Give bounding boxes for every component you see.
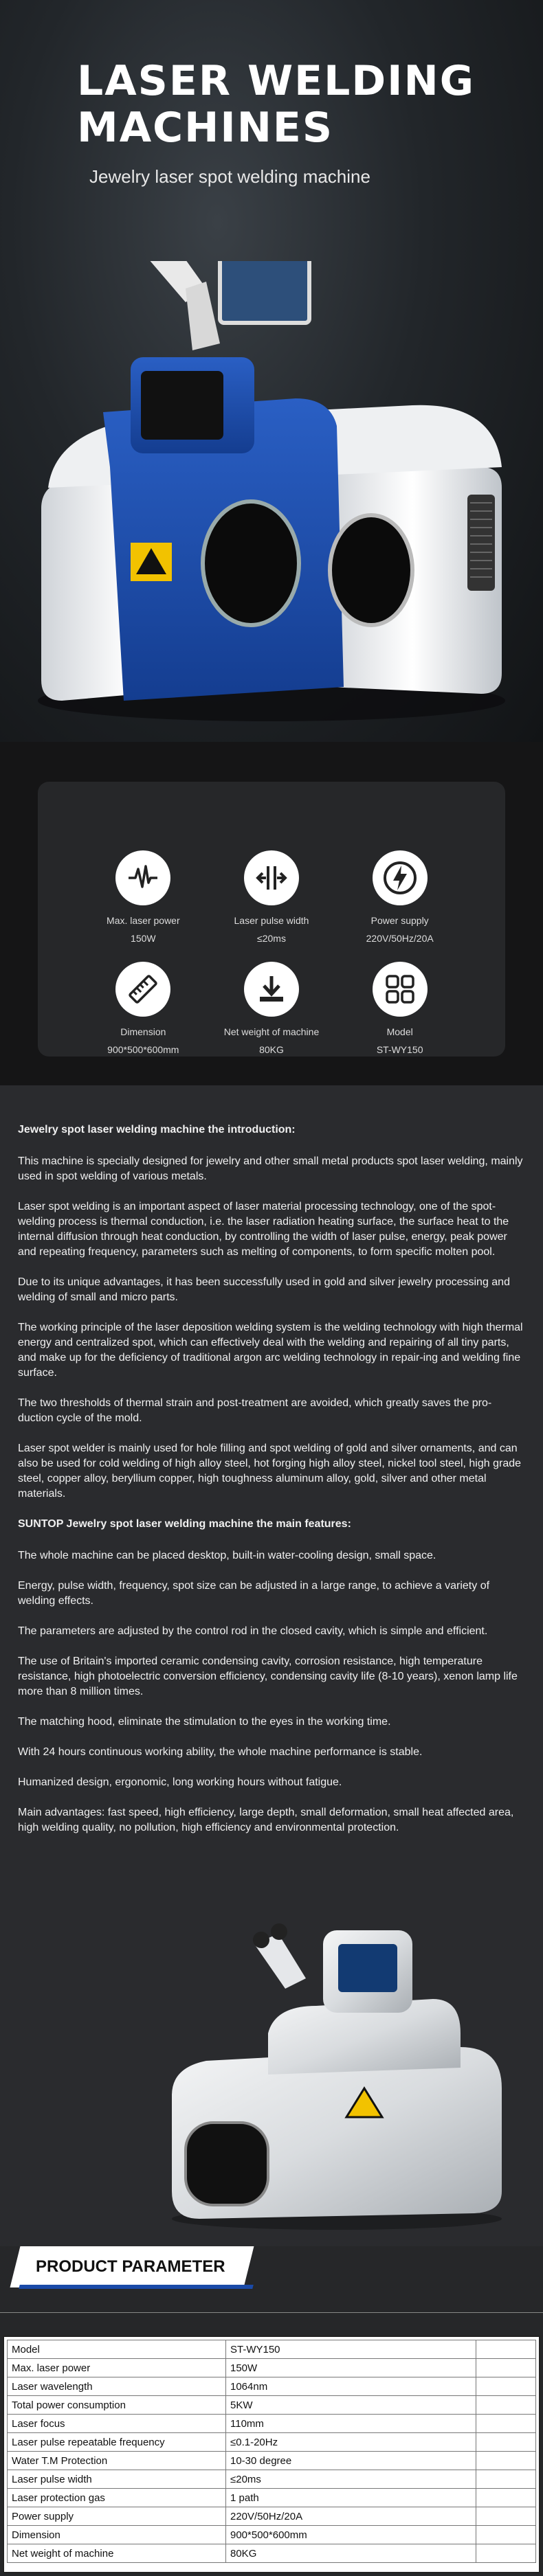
spec-label: Net weight of machine	[223, 1026, 320, 1037]
pulse-width-icon	[244, 850, 299, 905]
spec-label: Model	[386, 1026, 413, 1037]
param-value: 1 path	[226, 2489, 476, 2507]
power-supply-icon	[373, 850, 428, 905]
feature-paragraph: With 24 hours continuous working ability, the whole machine performance is stable.	[18, 1746, 423, 1758]
param-empty-cell	[476, 2377, 536, 2396]
param-value: 1064nm	[226, 2377, 476, 2396]
param-value: 10-30 degree	[226, 2452, 476, 2470]
hero-subtitle: Jewelry laser spot welding machine	[89, 166, 370, 187]
hero-title-line2: MACHINES	[77, 104, 334, 152]
feature-paragraph: The whole machine can be placed desktop, built-in water-cooling design, small space.	[18, 1550, 436, 1561]
param-key: Laser protection gas	[8, 2489, 226, 2507]
intro-paragraph: The working principle of the laser deposition welding system is the welding technology with high thermal energy and centralized spot, which can effectively deal with the welding and repairing of all tiny parts, and make up for the deficiency of traditional argon arc welding technology in repair-ing and welding fine surface.	[18, 1322, 523, 1379]
param-key: Laser wavelength	[8, 2377, 226, 2396]
intro-paragraph: The two thresholds of thermal strain and post-treatment are avoided, which greatly saves the pro-duction cycle of the mold.	[18, 1397, 492, 1424]
spec-value: ≤20ms	[257, 933, 286, 944]
param-value: ≤0.1-20Hz	[226, 2433, 476, 2452]
spec-label: Dimension	[120, 1026, 166, 1037]
feature-paragraph: Humanized design, ergonomic, long working hours without fatigue.	[18, 1776, 342, 1788]
param-empty-cell	[476, 2359, 536, 2377]
param-key: Laser pulse width	[8, 2470, 226, 2489]
grid-model-icon	[373, 962, 428, 1017]
ruler-icon	[115, 962, 170, 1017]
param-empty-cell	[476, 2526, 536, 2544]
param-key: Max. laser power	[8, 2359, 226, 2377]
intro-paragraph: This machine is specially designed for jewelry and other small metal products spot laser welding, mainly used in spot welding of various metals.	[18, 1155, 523, 1182]
param-value: ≤20ms	[226, 2470, 476, 2489]
table-row	[8, 2359, 536, 2377]
spec-item-power-supply	[335, 850, 464, 945]
feature-paragraph: The use of Britain's imported ceramic condensing cavity, corrosion resistance, high temperature resistance, high photoelectric conversion efficiency, condensing cavity life (8-10 years), xenon lamp life more than 8 million times.	[18, 1656, 518, 1697]
laser-welder-image	[0, 261, 543, 742]
feature-paragraph: Energy, pulse width, frequency, spot size can be adjusted in a large range, to achieve a variety of welding effects.	[18, 1580, 490, 1607]
divider	[0, 2312, 543, 2313]
spec-item-dimension	[79, 962, 208, 1057]
table-row	[8, 2377, 536, 2396]
param-value: 5KW	[226, 2396, 476, 2415]
table-row	[8, 2452, 536, 2470]
spec-item-pulse-width	[208, 850, 336, 945]
hero-banner	[0, 0, 543, 742]
table-row	[8, 2470, 536, 2489]
param-empty-cell	[476, 2507, 536, 2526]
spec-section	[0, 742, 543, 1085]
spec-value: 80KG	[259, 1044, 284, 1055]
spec-value: 900*500*600mm	[107, 1044, 179, 1055]
table-row	[8, 2507, 536, 2526]
parameter-header-accent	[19, 2285, 253, 2289]
feature-paragraph: Main advantages: fast speed, high efficiency, large depth, small deformation, small heat affected area, high welding quality, no pollution, high efficiency and environmental protection.	[18, 1807, 514, 1833]
param-empty-cell	[476, 2415, 536, 2433]
param-value: 110mm	[226, 2415, 476, 2433]
spec-item-net-weight	[208, 962, 336, 1057]
spec-item-laser-power	[79, 850, 208, 945]
param-key: Water T.M Protection	[8, 2452, 226, 2470]
param-value: 150W	[226, 2359, 476, 2377]
param-empty-cell	[476, 2452, 536, 2470]
spec-value: 150W	[131, 933, 156, 944]
param-empty-cell	[476, 2544, 536, 2563]
param-key: Total power consumption	[8, 2396, 226, 2415]
param-key: Power supply	[8, 2507, 226, 2526]
parameter-title: PRODUCT PARAMETER	[36, 2257, 225, 2276]
param-value: ST-WY150	[226, 2340, 476, 2359]
spec-card	[38, 782, 505, 1057]
intro-paragraph: Due to its unique advantages, it has been successfully used in gold and silver jewelry processing and welding of small and micro parts.	[18, 1276, 510, 1303]
param-empty-cell	[476, 2340, 536, 2359]
table-row	[8, 2340, 536, 2359]
param-value: 80KG	[226, 2544, 476, 2563]
param-key: Net weight of machine	[8, 2544, 226, 2563]
spec-label: Max. laser power	[107, 915, 180, 926]
param-empty-cell	[476, 2470, 536, 2489]
param-value: 900*500*600mm	[226, 2526, 476, 2544]
param-empty-cell	[476, 2489, 536, 2507]
table-row	[8, 2415, 536, 2433]
intro-heading: Jewelry spot laser welding machine the introduction:	[18, 1124, 296, 1136]
table-row	[8, 2433, 536, 2452]
parameter-section	[0, 2246, 543, 2576]
table-row	[8, 2544, 536, 2563]
features-heading: SUNTOP Jewelry spot laser welding machine the main features:	[18, 1518, 351, 1530]
spec-item-model	[335, 962, 464, 1057]
weight-download-icon	[244, 962, 299, 1017]
parameter-table-frame	[3, 2336, 540, 2573]
param-key: Laser focus	[8, 2415, 226, 2433]
waveform-icon	[115, 850, 170, 905]
description-section	[0, 1085, 543, 2246]
spec-label: Laser pulse width	[234, 915, 309, 926]
table-row	[8, 2526, 536, 2544]
hero-title-line1: LASER WELDING	[77, 57, 475, 105]
parameter-table	[7, 2340, 536, 2563]
feature-paragraph: The matching hood, eliminate the stimulation to the eyes in the working time.	[18, 1716, 391, 1728]
param-value: 220V/50Hz/20A	[226, 2507, 476, 2526]
param-key: Model	[8, 2340, 226, 2359]
feature-paragraph: The parameters are adjusted by the control rod in the closed cavity, which is simple and efficient.	[18, 1625, 488, 1637]
param-empty-cell	[476, 2433, 536, 2452]
spec-value: 220V/50Hz/20A	[366, 933, 434, 944]
param-key: Dimension	[8, 2526, 226, 2544]
intro-paragraph: Laser spot welding is an important aspect of laser material processing technology, one of the spot-welding process is thermal conduction, i.e. the laser radiation heating surface, the surface heat to the internal diffusion through heat conduction, by controlling the width of laser pulse, energy, peak power and repeating frequency, parameters such as melting of components, to form specific molten pool.	[18, 1201, 509, 1258]
param-empty-cell	[476, 2396, 536, 2415]
spec-value: ST-WY150	[376, 1044, 423, 1055]
table-row	[8, 2396, 536, 2415]
silver-welder-image	[158, 1917, 516, 2233]
intro-paragraph: Laser spot welder is mainly used for hole filling and spot welding of gold and silver ornaments, and can also be used for cold welding of high alloy steel, hot forging high alloy steel, nickel tool steel, high grade steel, copper alloy, beryllium copper, high toughness aluminum alloy, gold, silver and other metal materials.	[18, 1443, 522, 1500]
param-key: Laser pulse repeatable frequency	[8, 2433, 226, 2452]
spec-label: Power supply	[370, 915, 429, 926]
table-row	[8, 2489, 536, 2507]
hero-title	[77, 58, 489, 151]
